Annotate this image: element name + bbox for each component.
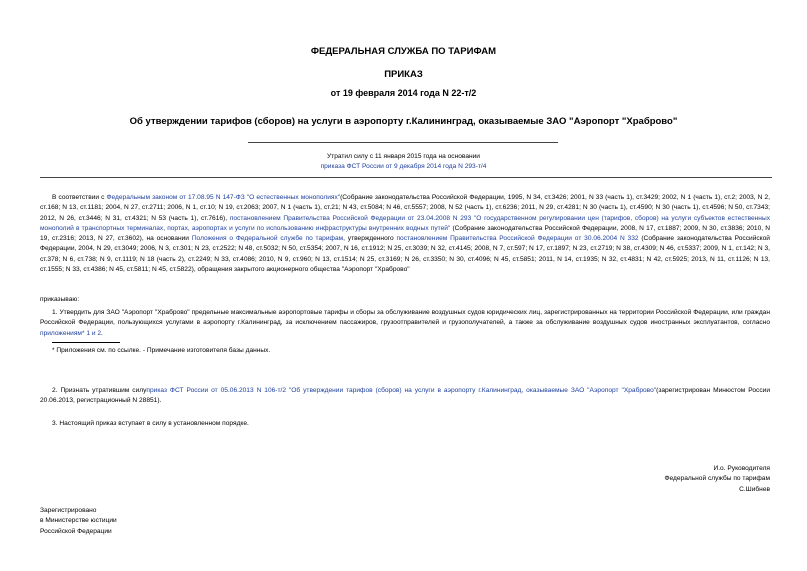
item-1-text: 1. Утвердить для ЗАО "Аэропорт "Храброво" предельные максимальные аэропортовые тарифы и сборы за обслуживание воздушных судов юридических лиц, зарегистрированных на территории Российской Федерации, или граждан Российской Федерации, пользующихся услугами в аэропорту г.Калининград, за исключением пассажиров, грузоотправителей и грузополучателей, а также за обслуживание воздушных судов иностранных эксплуатантов, согласно <box>40 309 770 327</box>
fst-regulation-link[interactable]: Положения о Федеральной службе по тарифам <box>191 235 344 243</box>
registration-line: Российской Федерации <box>40 527 112 535</box>
item-2-text: 2. Признать утратившим силу <box>52 387 147 394</box>
preamble-text: (Собрание законодательства Российской Федерации, 1995, N 34, ст.3426; 2001, N 33 (часть 1), ст.3429; 2002, N 1 (часть 1), ст.2; 2003, N 2, ст.168; N 13, ст.1181; 2004, N 27, ст.2711; 2006, N 1, ст.10; N 19, ст.2063; 2007, N 1 (часть 1), ст.21; N 43, ст.5084; N 46, ст.5557; 2008, N 52 (часть 1), ст.6236; 2011, N 29, ст.4281; N 30 (часть 1), ст.4590; N 30 (часть 1), ст.4596; N 50, ст.7343; 2012, N 26, ст.3446; N 31, ст.4321; N 53 (часть 1), ст.7616), <box>40 194 770 222</box>
preamble-text: В соответствии с <box>52 194 107 201</box>
federal-law-link[interactable]: Федеральным законом от 17.08.95 N 147-ФЗ "О естественных монополиях" <box>106 194 341 201</box>
document-type: ПРИКАЗ <box>384 69 423 80</box>
appendices-link[interactable]: приложениям* <box>40 329 85 337</box>
government-decree-332-link[interactable]: постановлением Правительства Российской Федерации от 30.06.2004 N 332 <box>396 235 639 243</box>
preamble-text: (Собрание законодательства Российской Федерации, 2008, N 17, ст.1887; 2009, N 30, ст.3836; 2010, N 19, ст.2316; 2013, N 27, ст.3602), на основании <box>40 224 770 243</box>
signature-block <box>560 464 770 495</box>
preamble-text: , утвержденного <box>343 235 397 243</box>
registration-line: в Министерстве юстиции <box>40 517 117 525</box>
footnote: * Приложения см. по ссылке. - Примечание изготовителя базы данных. <box>52 347 271 354</box>
item-1-paragraph <box>40 308 770 339</box>
item-2-text: (зарегистрирован Минюстом России 20.06.2013, регистрационный N 28851). <box>40 387 771 405</box>
agency-name: ФЕДЕРАЛЬНАЯ СЛУЖБА ПО ТАРИФАМ <box>310 46 497 57</box>
signature-organization: Федеральной службы по тарифам <box>664 475 770 483</box>
registration-block <box>40 506 117 537</box>
appendix-1-link[interactable]: 1 и <box>84 329 98 337</box>
document-title: Об утверждении тарифов (сборов) на услуги в аэропорту г.Калининград, оказываемые ЗАО "Аэропорт "Храброво" <box>129 116 678 127</box>
order-word: приказываю: <box>40 296 80 303</box>
status-divider <box>40 177 772 178</box>
registration-line: Зарегистрировано <box>40 507 97 514</box>
appendix-2-link[interactable]: 2 <box>97 329 102 337</box>
signature-position: И.о. Руководителя <box>713 465 770 472</box>
status-note-text: Утратил силу с 11 января 2015 года на основании <box>327 153 480 160</box>
item-3-paragraph: 3. Настоящий приказ вступает в силу в установленном порядке. <box>52 420 249 427</box>
item-1-text: . <box>101 329 103 337</box>
document-date-number: от 19 февраля 2014 года N 22-т/2 <box>330 88 477 98</box>
repealed-order-link[interactable]: приказ ФСТ России от 05.06.2013 N 106-т/2 "Об утверждении тарифов (сборов) на услуги в аэропорту г.Калининград, оказываемые ЗАО "Аэропорт "Храброво" <box>146 387 657 394</box>
title-divider <box>248 142 558 143</box>
footnote-divider <box>52 342 120 343</box>
signature-name: С.Шибнев <box>739 485 770 493</box>
preamble-paragraph <box>40 193 770 275</box>
status-note-link[interactable]: приказа ФСТ России от 9 декабря 2014 года N 293-т/4 <box>320 163 487 170</box>
preamble-text: (Собрание законодательства Российской Федерации, 2004, N 29, ст.3049; 2006, N 3, ст.301; N 23, ст.2522; N 48, ст.5032; N 50, ст.5354; 2007, N 16, ст.1912; N 25, ст.3039; N 32, ст.4145; 2008, N 7, ст.597; N 17, ст.1897; N 23, ст.2719; N 38, ст.4309; N 46, ст.5337; 2009, N 1, ст.142; N 3, ст.378; N 6, ст.738; N 9, ст.1119; N 18 (часть 2), ст.2249; N 33, ст.4086; 2010, N 9, ст.960; N 13, ст.1514; N 25, ст.3169; N 26, ст.3350; N 30, ст.4096; N 45, ст.5851; 2011, N 14, ст.1935; N 32, ст.4831; N 42, ст.5925; 2013, N 11, ст.1126; N 13, ст.1555; N 33, ст.4386; N 45, ст.5811; N 45, ст.5822), обращения закрытого акционерного общества "Аэропорт "Храброво" <box>40 235 770 274</box>
government-decree-293-link[interactable]: постановлением Правительства Российской Федерации от 23.04.2008 N 293 "О государственном регулировании цен (тарифов, сборов) на услуги субъектов естественных монополий в транспортных терминалах, портах, аэропортах и услуги по использованию инфраструктуры внутренних водных путей" <box>40 214 770 232</box>
item-2-paragraph <box>40 386 770 407</box>
